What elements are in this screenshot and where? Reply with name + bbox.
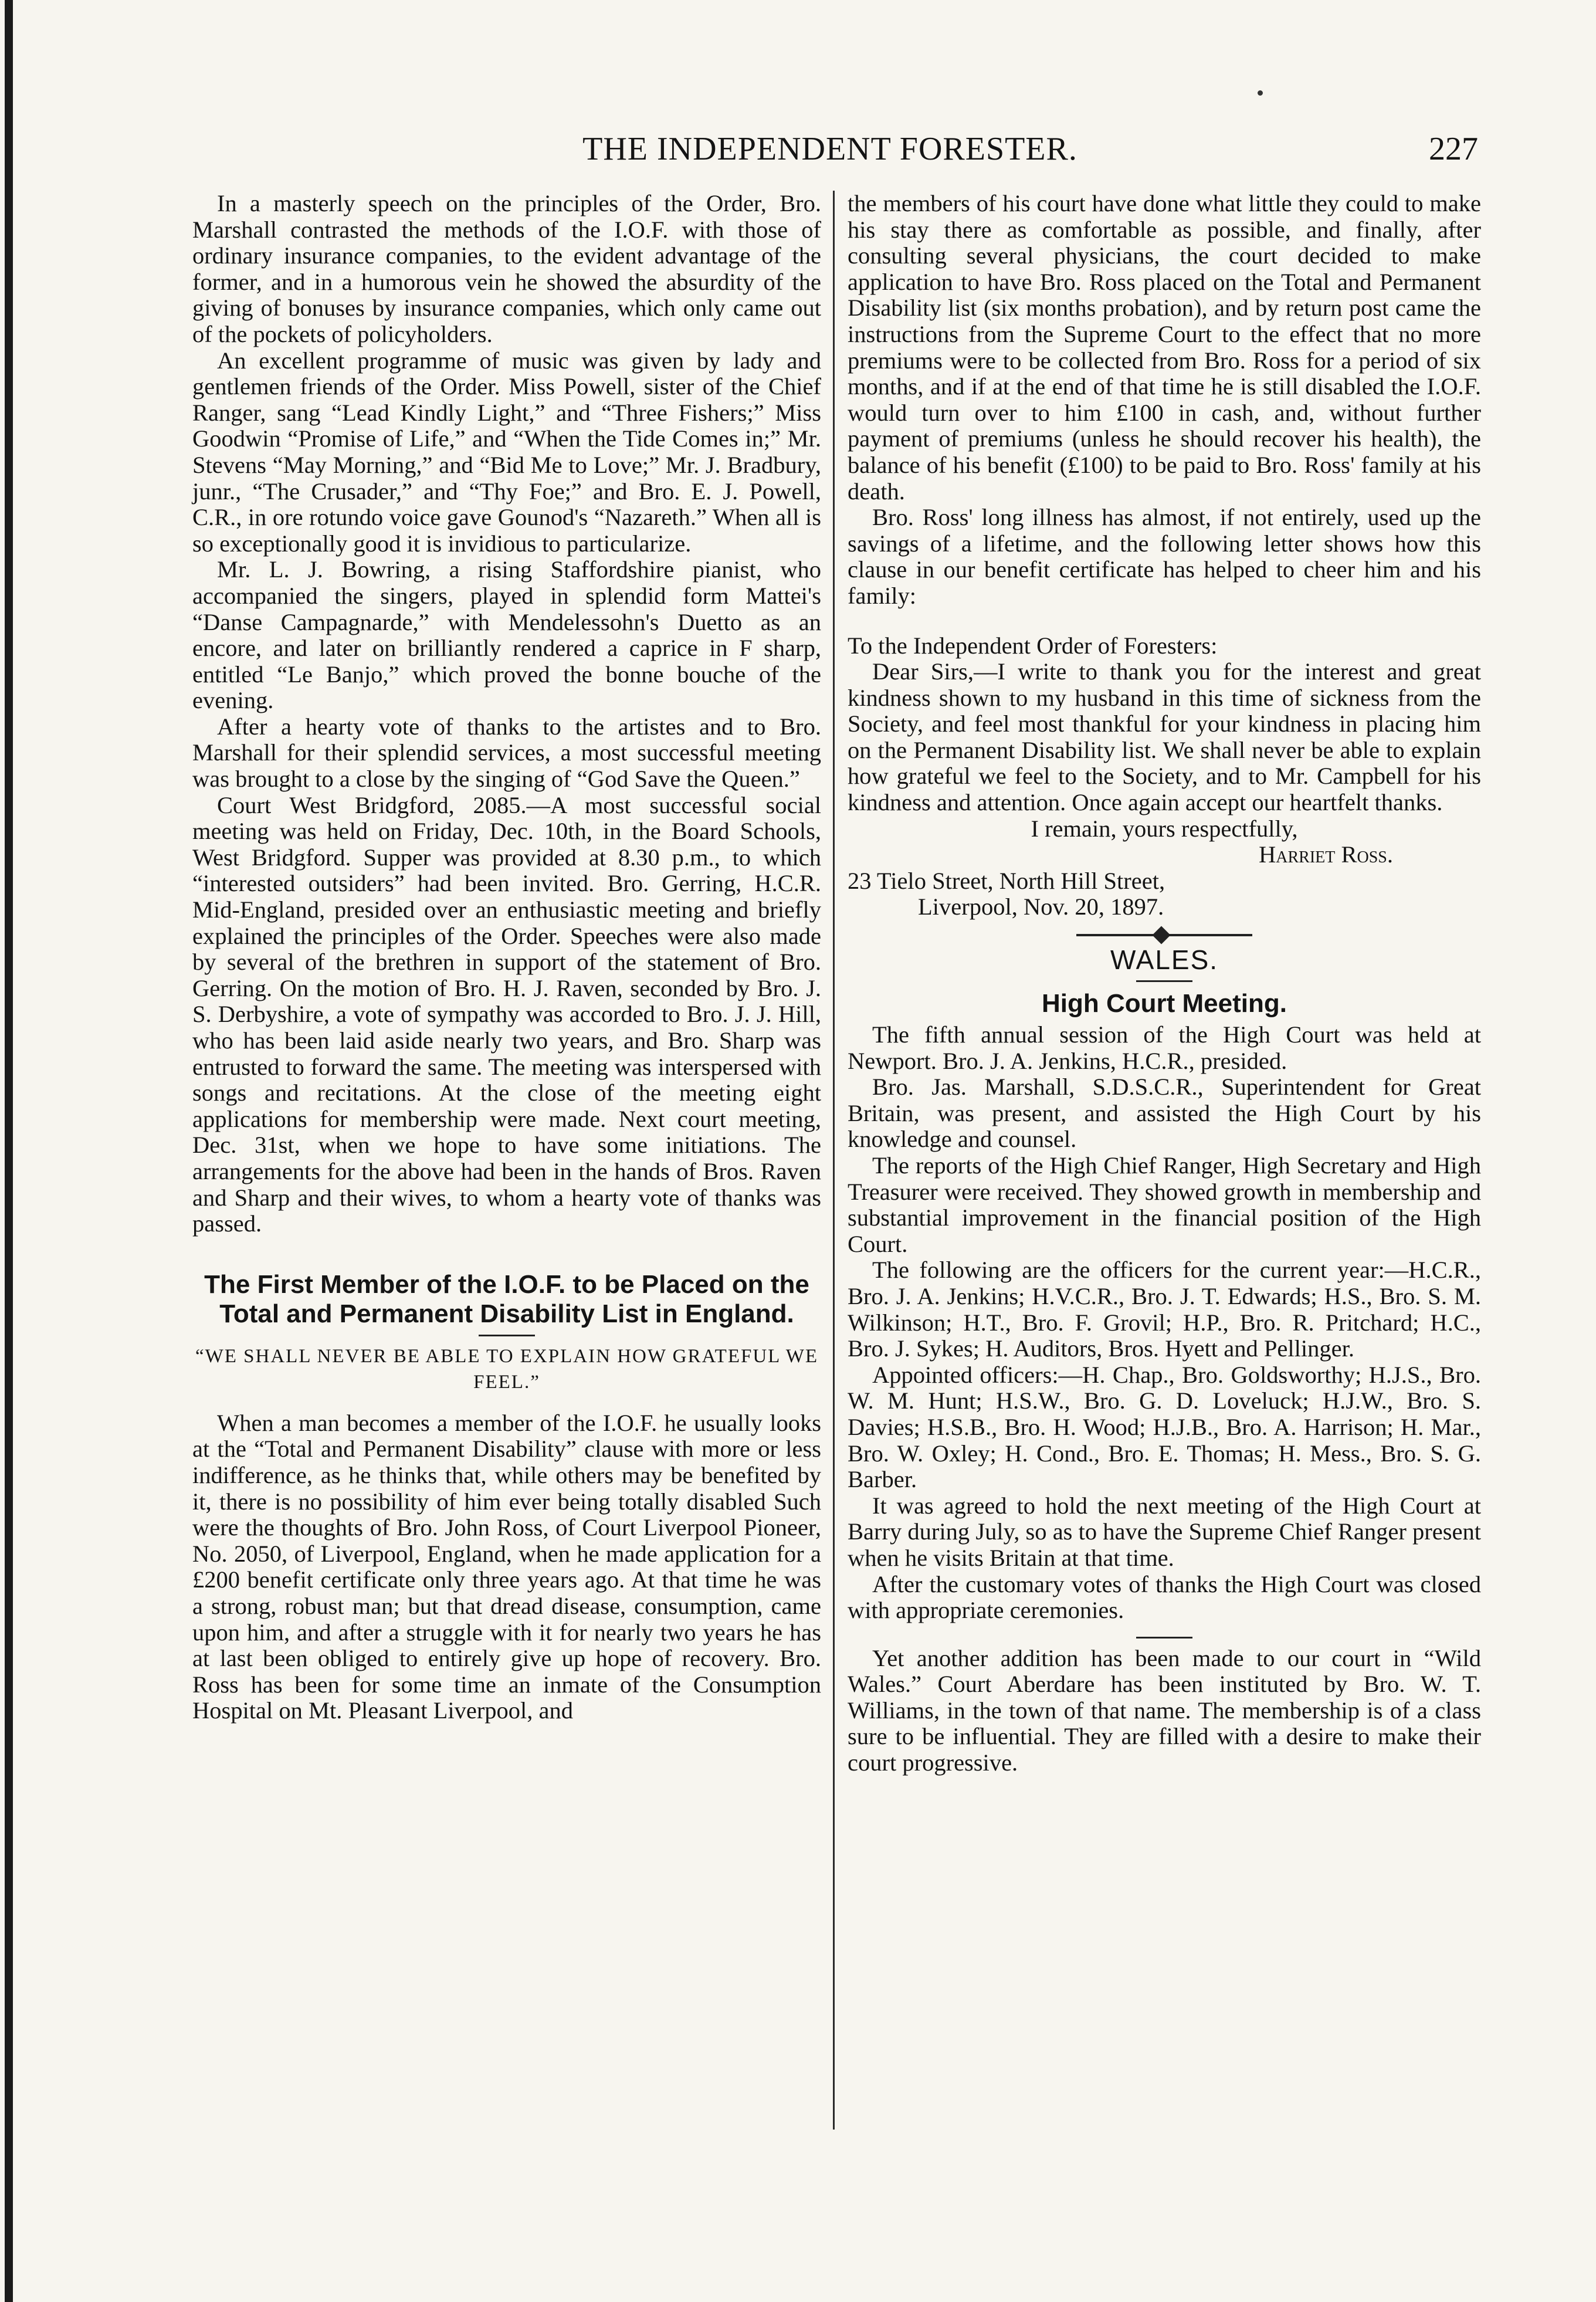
scan-speck bbox=[1258, 90, 1263, 96]
section-heading-wales: WALES. bbox=[1110, 945, 1219, 976]
page-edge-shadow bbox=[5, 0, 13, 2302]
letter-closing: I remain, yours respectfully, bbox=[1031, 815, 1298, 842]
paragraph: Court West Bridgford, 2085.—A most successful social meeting was held on Friday, Dec. 10th, in the Board Schools, West Bridgford. Supper was provided at 8.30 p.m., to which “interested outsiders” had been invited. Bro. Gerring, H.C.R. Mid-England, presided over an enthusiastic meeting and briefly explained the principles of the Order. Speeches were also made by several of the brethren in support of the statement of Bro. Gerring. On the motion of Bro. H. J. Raven, seconded by Bro. J. S. Derbyshire, a vote of sympathy was accorded to Bro. J. J. Hill, who has been laid aside nearly two years, and Bro. Sharp was entrusted to forward the same. The meeting was interspersed with songs and recitations. At the close of the meeting eight applications for membership were made. Next court meeting, Dec. 31st, when we hope to have some initiations. The arrangements for the above had been in the hands of Bros. Raven and Sharp and their wives, to whom a hearty vote of thanks was passed. bbox=[192, 791, 821, 1237]
paragraph: Yet another addition has been made to our court in “Wild Wales.” Court Aberdare has been instituted by Bro. W. T. Williams, in the town of that name. The membership is of a class sure to be influential. They are filled with a desire to make their court progressive. bbox=[848, 1644, 1481, 1776]
ornament-diamond bbox=[1152, 926, 1170, 944]
letter-salutation: To the Independent Order of Foresters: bbox=[848, 632, 1218, 659]
subsection-heading: High Court Meeting. bbox=[1042, 989, 1287, 1018]
paragraph: Mr. L. J. Bowring, a rising Staffordshire pianist, who accompanied the singers, played in splendid form Mattei's “Danse Campagnarde,” with Mendelessohn's Duetto as an encore, and later on brilliantly rendered a caprice in F sharp, entitled “Le Banjo,” which proved the bonne bouche of the evening. bbox=[192, 556, 821, 714]
paragraph: When a man becomes a member of the I.O.F. he usually looks at the “Total and Permanent Disability” clause with more or less indifference, as he thinks that, while others may be benefited by it, there is no possibility of him ever being totally disabled Such were the thoughts of Bro. John Ross, of Court Liverpool Pioneer, No. 2050, of Liverpool, England, when he made application for a £200 benefit certificate only three years ago. At that time he was a strong, robust man; but that dread disease, consumption, came upon him, and after a struggle with it for nearly two years he has at last been obliged to entirely give up hope of recovery. Bro. Ross has been for some time an inmate of the Consumption Hospital on Mt. Pleasant Liverpool, and bbox=[192, 1409, 821, 1724]
divider bbox=[1136, 980, 1192, 982]
paragraph: Bro. Jas. Marshall, S.D.S.C.R., Superintendent for Great Britain, was present, and assisted the High Court by his knowledge and counsel. bbox=[848, 1074, 1481, 1153]
paragraph: Appointed officers:—H. Chap., Bro. Goldsworthy; H.J.S., Bro. W. M. Hunt; H.S.W., Bro. G. D. Loveluck; H.J.W., Bro. S. Davies; H.S.B., Bro. H. Wood; H.J.B., Bro. A. Harrison; H. Mar., Bro. W. Oxley; H. Cond., Bro. E. Thomas; H. Mess., Bro. S. G. Barber. bbox=[848, 1361, 1481, 1493]
page-title: THE INDEPENDENT FORESTER. bbox=[582, 131, 1077, 167]
letter-address: 23 Tielo Street, North Hill Street, bbox=[848, 867, 1165, 894]
left-column bbox=[192, 191, 821, 1724]
letter-body: Dear Sirs,—I write to thank you for the interest and great kindness shown to my husband in this time of sickness from the Society, and feel most thankful for your kindness in placing him on the Permanent Disability list. We shall never be able to explain how grateful we feel to the Society, and to Mr. Campbell for his kindness and attention. Once again accept our heartfelt thanks. bbox=[848, 658, 1481, 816]
page-number: 227 bbox=[1429, 131, 1478, 167]
running-head bbox=[194, 130, 1478, 171]
paragraph: Bro. Ross' long illness has almost, if not entirely, used up the savings of a lifetime, and the following letter shows how this clause in our benefit certificate has helped to cheer him and his family: bbox=[848, 504, 1481, 609]
letter-signature: Harriet Ross. bbox=[1259, 841, 1393, 868]
paragraph: the members of his court have done what little they could to make his stay there as comfortable as possible, and finally, after consulting several physicians, the court decided to make application to have Bro. Ross placed on the Total and Permanent Disability list (six months probation), and by return post came the instructions from the Supreme Court to the effect that no more premiums were to be collected from Bro. Ross for a period of six months, and if at the end of that time he is still disabled the I.O.F. would turn over to him £100 in cash, and, without further payment of premiums (unless he should recover his health), the balance of his benefit (£100) to be paid to Bro. Ross' family at his death. bbox=[848, 190, 1481, 505]
section-gap bbox=[848, 610, 1481, 624]
divider bbox=[1136, 1637, 1192, 1639]
article-heading: The First Member of the I.O.F. to be Placed on the Total and Permanent Disability List in England. bbox=[204, 1270, 809, 1328]
ornamental-divider bbox=[1076, 931, 1252, 939]
right-column bbox=[848, 191, 1481, 1776]
paragraph: The following are the officers for the current year:—H.C.R., Bro. J. A. Jenkins; H.V.C.R., Bro. J. T. Edwards; H.S., Bro. S. M. Wilkinson; H.T., Bro. F. Grovil; H.P., Bro. R. Pritchard; H.C., Bro. J. Sykes; H. Auditors, Bros. Hyett and Pellinger. bbox=[848, 1257, 1481, 1362]
column-divider bbox=[833, 191, 835, 2130]
paragraph: After a hearty vote of thanks to the artistes and to Bro. Marshall for their splendid services, a most successful meeting was brought to a close by the singing of “God Save the Queen.” bbox=[192, 713, 821, 793]
paragraph: After the customary votes of thanks the High Court was closed with appropriate ceremonies. bbox=[848, 1570, 1481, 1624]
paragraph: An excellent programme of music was given by lady and gentlemen friends of the Order. Miss Powell, sister of the Chief Ranger, sang “Lead Kindly Light,” and “Three Fishers;” Miss Goodwin “Promise of Life,” and “When the Tide Comes in;” Mr. Stevens “May Morning,” and “Bid Me to Love;” Mr. J. Bradbury, junr., “The Crusader,” and “Thy Foe;” and Bro. E. J. Powell, C.R., in ore rotundo voice gave Gounod's “Nazareth.” When all is so exceptionally good it is invidious to particularize. bbox=[192, 347, 821, 557]
paragraph: The reports of the High Chief Ranger, High Secretary and High Treasurer were received. They showed growth in membership and substantial improvement in the financial position of the High Court. bbox=[848, 1152, 1481, 1257]
paragraph: It was agreed to hold the next meeting of the High Court at Barry during July, so as to have the Supreme Chief Ranger present when he visits Britain at that time. bbox=[848, 1492, 1481, 1571]
letter-date: Liverpool, Nov. 20, 1897. bbox=[918, 893, 1164, 920]
paragraph: In a masterly speech on the principles of the Order, Bro. Marshall contrasted the methods of the I.O.F. with those of ordinary insurance companies, to the evident advantage of the former, and in a humorous vein he showed the absurdity of the giving of bonuses by insurance companies, which only came out of the pockets of policyholders. bbox=[192, 190, 821, 347]
paragraph: The fifth annual session of the High Court was held at Newport. Bro. J. A. Jenkins, H.C.R., presided. bbox=[848, 1021, 1481, 1074]
divider bbox=[479, 1335, 535, 1336]
section-gap bbox=[192, 1237, 821, 1270]
article-subheading: “WE SHALL NEVER BE ABLE TO EXPLAIN HOW GRATEFUL WE FEEL.” bbox=[195, 1345, 819, 1393]
